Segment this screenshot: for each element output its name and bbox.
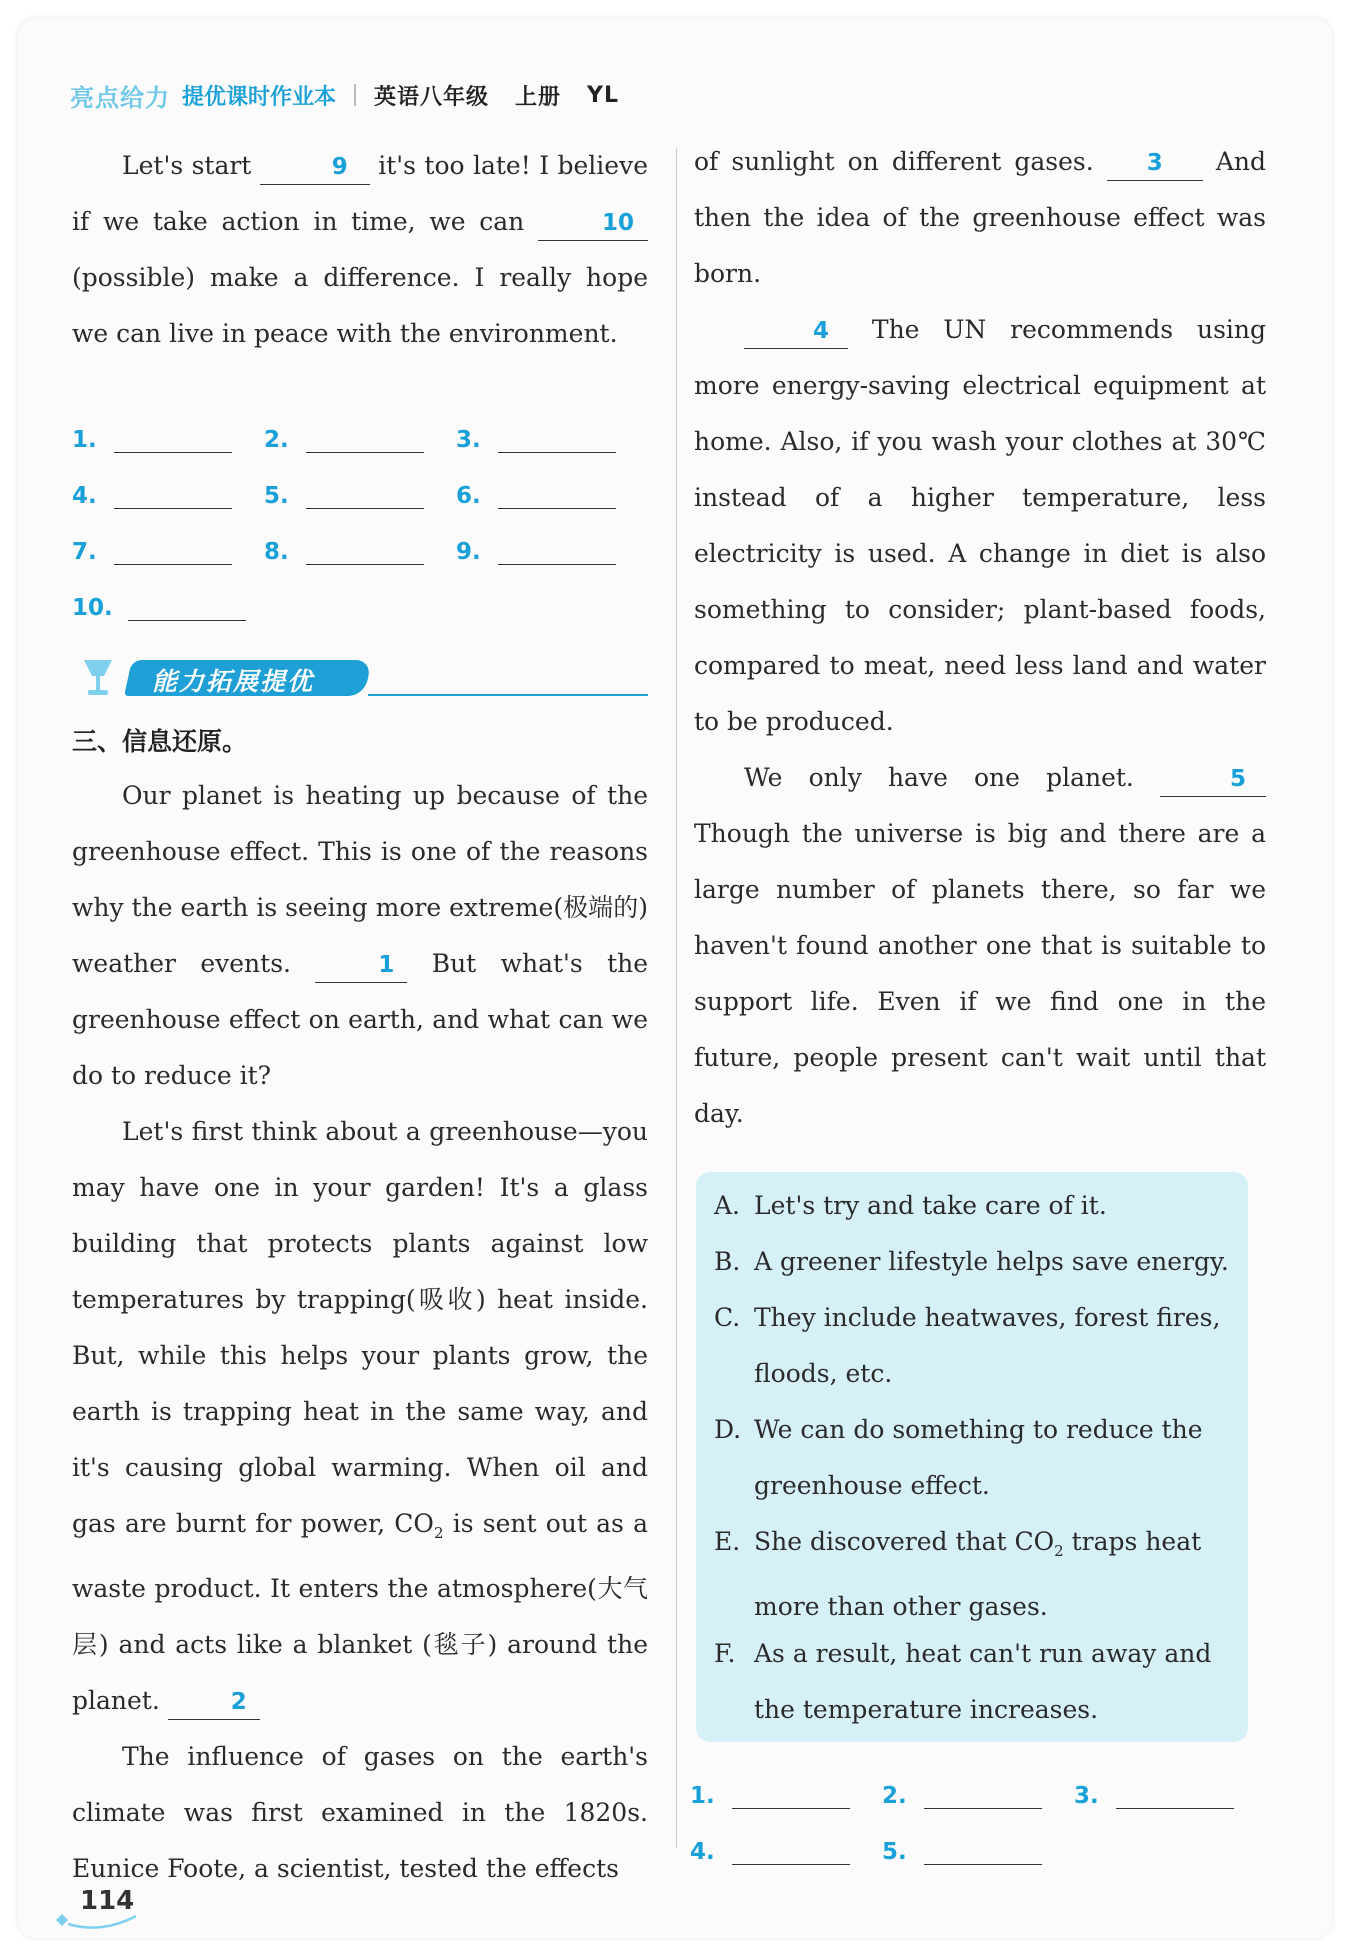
text: Let's start — [122, 151, 252, 180]
answer-number: 7. — [72, 539, 97, 565]
blank-4[interactable]: 4 — [744, 314, 848, 349]
answer-line[interactable] — [924, 1782, 1042, 1809]
option-text: As a result, heat can't run away and — [754, 1639, 1212, 1668]
answer-number: 4. — [690, 1839, 715, 1865]
text: We only have one planet. — [744, 763, 1134, 792]
left-intro-paragraph — [72, 138, 648, 362]
answer-line[interactable] — [306, 426, 424, 453]
answer-number: 8. — [264, 539, 289, 565]
subscript: 2 — [1054, 1542, 1064, 1560]
answer-number: 10. — [72, 595, 113, 621]
blank-5[interactable]: 5 — [1160, 762, 1266, 797]
answer-slot-b2[interactable] — [882, 1782, 1042, 1809]
text: And then the idea of the greenhouse effect was born. — [694, 147, 1266, 288]
text: Let's first think about a greenhouse—you may have one in your garden! It's a glass building that protects plants against low temperatures by trapping(吸收) heat inside. But, while this helps your plants grow, the earth is trapping heat in the same way, and it's causing global warming. When oil and gas are burnt for power, CO — [72, 1117, 648, 1538]
blank-10[interactable]: 10 — [538, 206, 648, 241]
answer-slot-b4[interactable] — [690, 1838, 850, 1865]
option-text-cont: more than other gases. — [754, 1592, 1048, 1621]
answer-line[interactable] — [924, 1838, 1042, 1865]
answer-line[interactable] — [498, 538, 616, 565]
page-number: 114 — [80, 1886, 135, 1916]
answer-line[interactable] — [114, 426, 232, 453]
blank-2[interactable]: 2 — [168, 1685, 260, 1720]
answer-slot-b1[interactable] — [690, 1782, 850, 1809]
answer-number: 2. — [264, 427, 289, 453]
answer-number: 5. — [264, 483, 289, 509]
trophy-icon — [78, 654, 118, 700]
answer-line[interactable] — [114, 538, 232, 565]
option-text-cont: floods, etc. — [754, 1359, 893, 1388]
option-letter: F. — [714, 1639, 736, 1668]
answer-slot-10[interactable] — [72, 594, 246, 621]
banner-underline — [368, 694, 648, 696]
answer-line[interactable] — [498, 482, 616, 509]
answer-slot-b3[interactable] — [1074, 1782, 1234, 1809]
answer-slot-1[interactable] — [72, 426, 232, 453]
answer-number: 9. — [456, 539, 481, 565]
option-letter: D. — [714, 1415, 742, 1444]
answer-slot-8[interactable] — [264, 538, 424, 565]
answer-number: 5. — [882, 1839, 907, 1865]
text: The influence of gases on the earth's climate was first examined in the 1820s. Eunice Foote, a scientist, tested the effects — [72, 1742, 648, 1883]
answer-line[interactable] — [306, 538, 424, 565]
text: (possible) make a difference. I really hope we can live in peace with the environment. — [72, 263, 648, 348]
option-b — [714, 1234, 1234, 1290]
answer-line[interactable] — [306, 482, 424, 509]
header-divider — [354, 84, 356, 106]
answer-number: 1. — [690, 1783, 715, 1809]
answer-grid-bottom — [690, 1776, 1266, 1886]
option-d — [714, 1402, 1234, 1514]
option-text: traps heat — [1071, 1527, 1202, 1556]
brand-logo: 亮点给力 — [70, 83, 170, 112]
option-a — [714, 1178, 1234, 1234]
answer-number: 3. — [1074, 1783, 1099, 1809]
answer-grid-top — [72, 420, 648, 630]
answer-slot-b5[interactable] — [882, 1838, 1042, 1865]
banner-title: 能力拓展提优 — [152, 667, 315, 696]
answer-number: 4. — [72, 483, 97, 509]
blank-9[interactable]: 9 — [260, 150, 370, 185]
option-text-cont: greenhouse effect. — [754, 1471, 990, 1500]
answer-number: 3. — [456, 427, 481, 453]
subscript: 2 — [433, 1524, 444, 1542]
page-header — [70, 78, 633, 112]
answer-slot-4[interactable] — [72, 482, 232, 509]
book-subtitle: 提优课时作业本 — [182, 84, 337, 110]
answer-slot-5[interactable] — [264, 482, 424, 509]
option-text: She discovered that CO — [754, 1527, 1055, 1556]
answer-slot-2[interactable] — [264, 426, 424, 453]
answer-number: 2. — [882, 1783, 907, 1809]
option-f — [714, 1626, 1234, 1738]
option-text: We can do something to reduce the — [754, 1415, 1203, 1444]
text: Our planet is heating up because of the greenhouse effect. This is one of the reasons why the earth is seeing more extreme(极端的) weather events. — [72, 781, 648, 978]
blank-1[interactable]: 1 — [315, 948, 407, 983]
options-box — [696, 1172, 1248, 1742]
answer-number: 1. — [72, 427, 97, 453]
option-letter: C. — [714, 1303, 741, 1332]
header-volume: 上册 — [515, 84, 562, 110]
text: The UN recommends using more energy-saving electrical equipment at home. Also, if you wash your clothes at 30℃ instead of a higher temperature, less electricity is used. A change in diet is also something to consider; plant-based foods, compared to meat, need less land and water to be produced. — [694, 315, 1267, 736]
option-letter: E. — [714, 1527, 741, 1556]
text: of sunlight on different gases. — [694, 147, 1094, 176]
answer-line[interactable] — [1116, 1782, 1234, 1809]
answer-line[interactable] — [498, 426, 616, 453]
answer-number: 6. — [456, 483, 481, 509]
answer-line[interactable] — [128, 594, 246, 621]
header-subject: 英语八年级 — [374, 84, 490, 110]
option-letter: A. — [714, 1191, 741, 1220]
answer-line[interactable] — [732, 1838, 850, 1865]
option-e — [714, 1514, 1234, 1635]
text: Though the universe is big and there are a large number of planets there, so far we haven't found another one that is suitable to support life. Even if we find one in the future, people present can't wait until that day. — [694, 819, 1266, 1128]
answer-slot-9[interactable] — [456, 538, 616, 565]
section-banner — [78, 652, 648, 702]
blank-3[interactable]: 3 — [1107, 146, 1203, 181]
column-divider — [676, 148, 677, 1848]
option-text-cont: the temperature increases. — [754, 1695, 1099, 1724]
text: But what's the greenhouse effect on earth, and what can we do to reduce it? — [72, 949, 649, 1090]
option-letter: B. — [714, 1247, 741, 1276]
option-c — [714, 1290, 1234, 1402]
left-passage — [72, 768, 648, 1897]
right-passage — [694, 134, 1266, 1142]
option-text: Let's try and take care of it. — [754, 1191, 1107, 1220]
answer-slot-3[interactable] — [456, 426, 616, 453]
answer-line[interactable] — [732, 1782, 850, 1809]
section-title: 三、信息还原。 — [72, 727, 248, 756]
text: it's too late! I believe if we take action in time, we can — [72, 151, 649, 236]
answer-slot-6[interactable] — [456, 482, 616, 509]
header-edition: YL — [587, 82, 619, 108]
option-text: They include heatwaves, forest fires, — [754, 1303, 1221, 1332]
answer-line[interactable] — [114, 482, 232, 509]
answer-slot-7[interactable] — [72, 538, 232, 565]
text: is sent out as a waste product. It enters the atmosphere(大气层) and acts like a blanket (毯子) around the planet. — [72, 1509, 648, 1715]
option-text: A greener lifestyle helps save energy. — [754, 1247, 1229, 1276]
